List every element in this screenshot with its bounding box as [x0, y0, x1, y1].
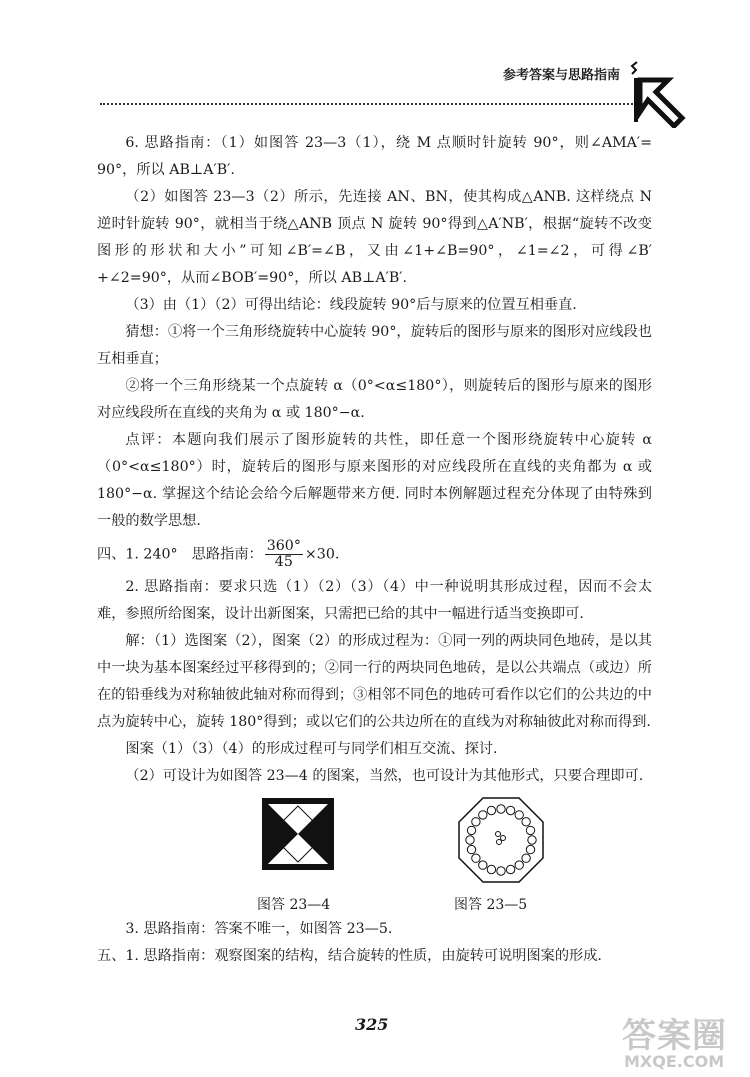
ring-circle — [522, 818, 530, 826]
paragraph-solution: 解：（1）选图案（2），图案（2）的形成过程为：①同一列的两块同色地砖，是以其中一块为基本图案经过平移得到的；②同一行的两块同色地砖，是以公共端点（或边）所在的铅垂线为对称轴彼此轴对称而得到；③相邻不同色的地砖可看作以它们的公共边的中点为旋转中心，旋转 180°得到；或以它们的公共边所在的直线为对称轴彼此对称而得到. — [97, 633, 652, 730]
ring-circle — [506, 806, 514, 814]
header-dotted-rule — [100, 103, 640, 105]
ring-circle — [515, 861, 523, 869]
ring-circle — [472, 854, 480, 862]
paragraph-conjecture: 猜想：①将一个三角形绕旋转中心旋转 90°，旋转后的图形与原来的图形对应线段也互相垂直； — [97, 324, 652, 367]
ring-circle — [497, 805, 505, 813]
paragraph-6-3: （3）由（1）（2）可得出结论：线段旋转 90°后与原来的位置互相垂直. — [125, 297, 577, 313]
ring-circle — [526, 826, 534, 834]
ring-circle — [487, 806, 495, 814]
ring-circle — [466, 836, 474, 844]
paragraph-design: （2）可设计为如图答 23—4 的图案，当然，也可设计为其他形式，只要合理即可. — [125, 768, 644, 784]
watermark-url: MXQE.COM — [624, 1052, 725, 1071]
figure-caption-23-4: 图答 23—4 — [257, 897, 331, 913]
paragraph-item-2: 2. 思路指南：要求只选（1）（2）（3）（4）中一种说明其形成过程，因而不会太难，参照所给图案，设计出新图案，只需把已给的其中一幅进行适当变换即可. — [97, 579, 652, 622]
figure-caption-23-5: 图答 23—5 — [454, 897, 528, 913]
ring-circle — [479, 811, 487, 819]
paragraph-6-2: （2）如图答 23—3（2）所示，先连接 AN、BN，使其构成△ANB. 这样绕点 N 逆时针旋转 90°，就相当于绕△ANB 顶点 N 旋转 90°得到△A′NB′，根据“旋转不改变图形的形状和大小”可知∠B′=∠B，又由∠1+∠B=90°，∠1=∠2，可得∠B′+∠2=90°，从而∠BOB′=90°，所以 AB⊥A′B′. — [97, 189, 652, 286]
arrow-icon — [628, 60, 686, 128]
paragraph-patterns: 图案（1）（3）（4）的形成过程可与同学们相互交流、探讨. — [125, 741, 498, 757]
page-number: 325 — [355, 1015, 389, 1034]
answer-content — [97, 130, 652, 970]
ring-circle — [497, 867, 505, 875]
section-5-item-1: 五、1. 思路指南：观察图案的结构，结合旋转的性质，由旋转可说明图案的形成. — [97, 948, 602, 964]
section-4-prefix: 四、1. 240° 思路指南： — [97, 546, 263, 563]
fraction-numerator: 360° — [266, 538, 301, 554]
figures-row — [97, 796, 652, 916]
ring-circle — [467, 826, 475, 834]
ring-circle — [479, 861, 487, 869]
figure-23-5 — [457, 796, 545, 884]
watermark-logo — [612, 1008, 747, 1074]
fraction-denominator: 45 — [274, 554, 293, 570]
section-4-item-1 — [97, 539, 652, 570]
ring-circle — [515, 811, 523, 819]
figure-23-4 — [262, 798, 334, 870]
paragraph-6: 6. 思路指南：（1）如图答 23—3（1），绕 M 点顺时针旋转 90°，则∠AMA′= 90°，所以 AB⊥A′B′. — [97, 135, 652, 178]
ring-circle — [487, 865, 495, 873]
paragraph-comment: 点评：本题向我们展示了图形旋转的共性，即任意一个图形绕旋转中心旋转 α（0°<α≤180°）时，旋转后的图形与原来图形的对应线段所在直线的夹角都为 α 或 180°−α. 掌握这个结论会给今后解题带来方便. 同时本例解题过程充分体现了由特殊到一般的数学思想. — [97, 432, 652, 529]
paragraph-conjecture-2: ②将一个三角形绕某一个点旋转 α（0°<α≤180°），则旋转后的图形与原来的图形对应线段所在直线的夹角为 α 或 180°−α. — [97, 378, 652, 421]
header-title: 参考答案与思路指南 — [502, 68, 620, 83]
paragraph-item-3: 3. 思路指南：答案不唯一，如图答 23—5. — [125, 921, 393, 937]
watermark-main: 答案圈 — [622, 1016, 727, 1056]
ring-circle — [506, 865, 514, 873]
fraction — [265, 539, 303, 570]
ring-circle — [522, 854, 530, 862]
ring-circle — [467, 845, 475, 853]
ring-circle — [528, 836, 536, 844]
ring-circle — [472, 818, 480, 826]
running-header — [100, 58, 640, 118]
ring-circle — [526, 845, 534, 853]
section-4-suffix: ×30. — [304, 546, 340, 563]
